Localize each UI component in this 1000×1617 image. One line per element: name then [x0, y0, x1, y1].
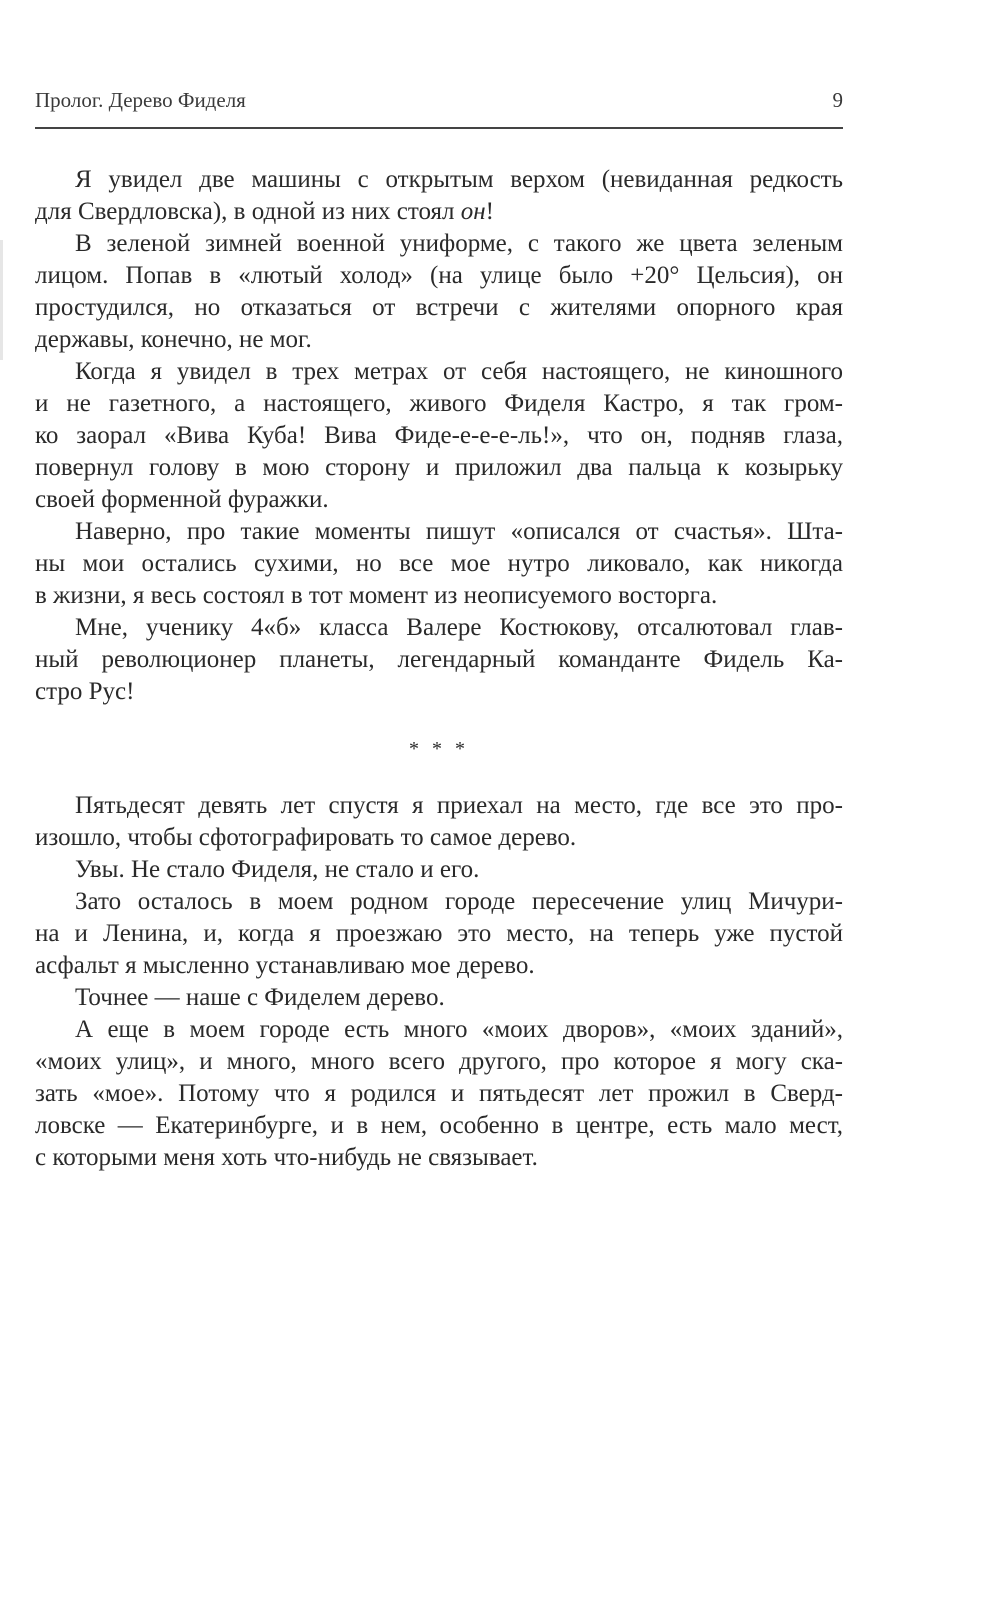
- text-line: с которыми меня хоть что-нибудь не связывает.: [35, 1144, 538, 1171]
- paragraph: [35, 886, 843, 982]
- chapter-title: Пролог. Дерево Фиделя: [35, 88, 246, 112]
- paragraph: [35, 790, 843, 854]
- text-segment: для Свердловска), в одной из них стоял: [35, 198, 461, 225]
- text-line: ный революционер планеты, легендарный команданте Фидель Ка-: [35, 646, 843, 673]
- paragraph: [35, 612, 843, 708]
- text-line: лицом. Попав в «лютый холод» (на улице было +20° Цельсия), он: [35, 262, 843, 289]
- text-line: повернул голову в мою сторону и приложил два пальца к козырьку: [35, 454, 843, 481]
- paragraph: [35, 982, 843, 1014]
- text-line: [35, 196, 843, 228]
- text-line: на и Ленина, и, когда я проезжаю это место, на теперь уже пустой: [35, 920, 843, 947]
- page-body: [35, 164, 843, 1174]
- text-line: державы, конечно, не мог.: [35, 326, 312, 353]
- text-line: А еще в моем городе есть много «моих дворов», «моих зданий»,: [75, 1016, 843, 1043]
- text-line: простудился, но отказаться от встречи с жителями опорного края: [35, 294, 843, 321]
- section-separator: * * *: [409, 738, 469, 760]
- text-line: Зато осталось в моем родном городе пересечение улиц Мичури-: [75, 888, 843, 915]
- italic-emphasis: он: [460, 198, 486, 225]
- paragraph: [35, 854, 843, 886]
- text-line: «моих улиц», и много, много всего другого, про которое я могу ска-: [35, 1048, 843, 1075]
- text-line: Точнее — наше с Фиделем дерево.: [75, 984, 445, 1011]
- text-line: Когда я увидел в трех метрах от себя настоящего, не киношного: [75, 358, 843, 385]
- paragraph: [35, 356, 843, 516]
- text-line: в жизни, я весь состоял в тот момент из неописуемого восторга.: [35, 582, 718, 609]
- text-line: ловске — Екатеринбурге, и в нем, особенно в центре, есть мало мест,: [35, 1112, 843, 1139]
- text-line: стро Рус!: [35, 678, 135, 705]
- text-line: зать «мое». Потому что я родился и пятьдесят лет прожил в Сверд-: [35, 1080, 843, 1107]
- paragraph: [35, 164, 843, 228]
- running-header: [35, 88, 843, 118]
- scan-edge-shadow: [0, 240, 3, 360]
- header-rule: [35, 127, 843, 129]
- text-line: ко заорал «Вива Куба! Вива Фиде-е-е-е-ль!», что он, подняв глаза,: [35, 422, 843, 449]
- text-line: своей форменной фуражки.: [35, 486, 329, 513]
- text-segment: !: [485, 198, 494, 225]
- text-line: ны мои остались сухими, но все мое нутро ликовало, как никогда: [35, 550, 843, 577]
- paragraph: [35, 1014, 843, 1174]
- text-line: Наверно, про такие моменты пишут «описался от счастья». Шта-: [75, 518, 843, 545]
- text-line: асфальт я мысленно устанавливаю мое дерево.: [35, 952, 535, 979]
- page-number: 9: [832, 88, 843, 112]
- text-line: Я увидел две машины с открытым верхом (невиданная редкость: [75, 166, 843, 193]
- paragraph: [35, 516, 843, 612]
- text-line: и не газетного, а настоящего, живого Фиделя Кастро, я так гром-: [35, 390, 843, 417]
- paragraph: [35, 228, 843, 356]
- text-line: Пятьдесят девять лет спустя я приехал на место, где все это про-: [75, 792, 843, 819]
- text-line: В зеленой зимней военной униформе, с такого же цвета зеленым: [75, 230, 843, 257]
- text-line: Увы. Не стало Фиделя, не стало и его.: [75, 856, 480, 883]
- text-line: изошло, чтобы сфотографировать то самое дерево.: [35, 824, 577, 851]
- text-line: Мне, ученику 4«б» класса Валере Костюкову, отсалютовал глав-: [75, 614, 843, 641]
